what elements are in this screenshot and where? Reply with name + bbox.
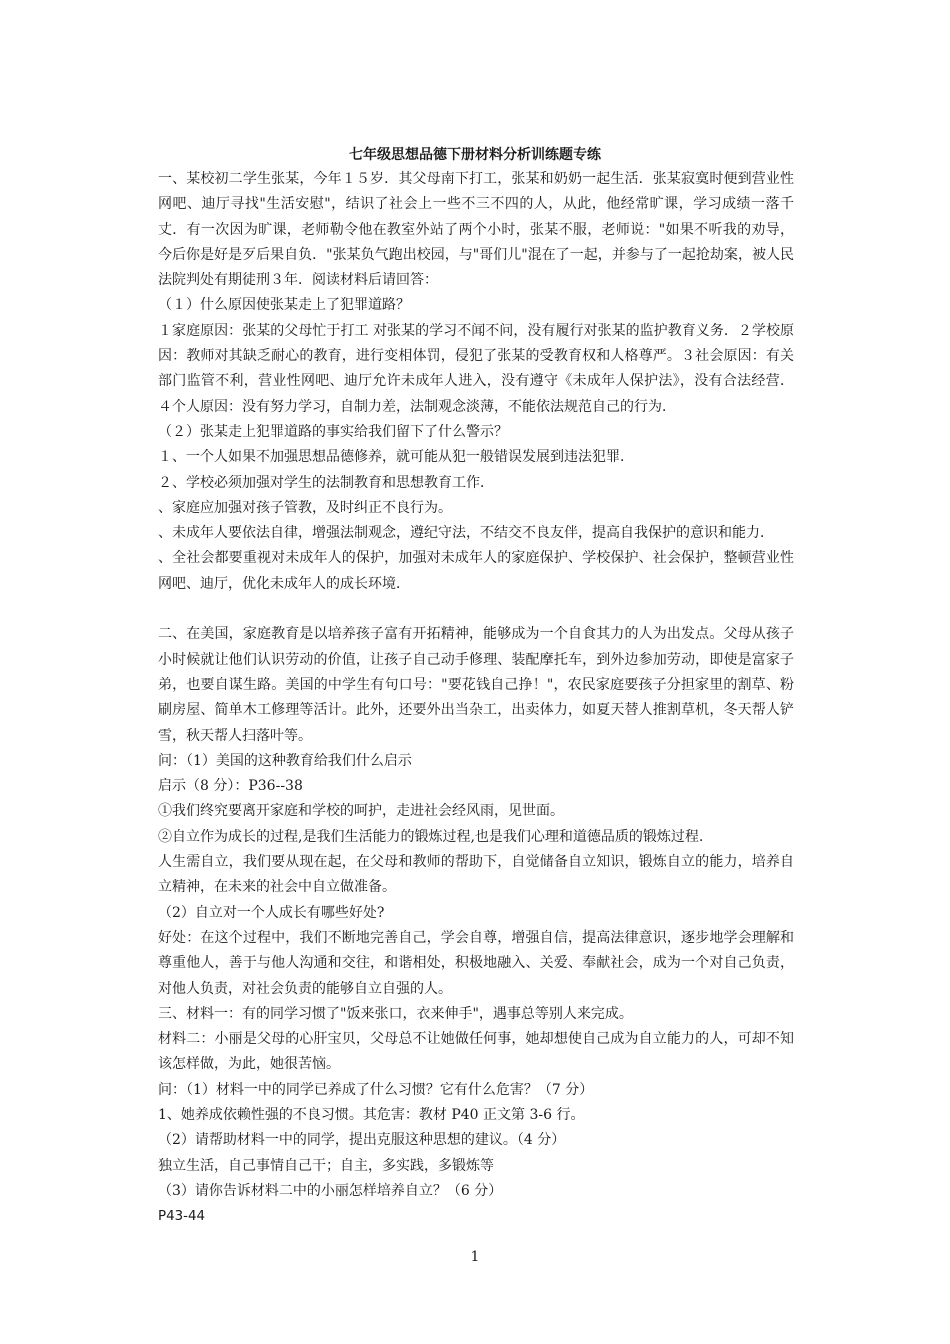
section1-answer-2-item-2: ２、学校必须加强对学生的法制教育和思想教育工作． [158,474,494,491]
section3-question-3: （3）请你告诉材料二中的小丽怎样培养自立？（6 分） [158,1182,503,1199]
section1-material: 一、某校初二学生张某，今年１５岁．其父母南下打工，张某和奶奶一起生活．张某寂寞时便到营业性网吧、迪厅寻找"生活安慰"，结识了社会上一些不三不四的人，从此，他经常旷课，学习成绩一落千丈．有一次因为旷课，老师勒令他在教室外站了两个小时，张某不服，老师说："如果不听我的劝导，今后你是好是歹后果自负．"张某负气跑出校园，与"哥们儿"混在了一起，并参与了一起抢劫案，被人民法院判处有期徒刑３年．阅读材料后请回答： [158,171,794,289]
document-title: 七年级思想品德下册材料分析训练题专练 [349,147,601,163]
section3-answer-1: 1、她养成依赖性强的不良习惯。其危害：教材 P40 正文第 3-6 行。 [158,1106,585,1123]
page-number: 1 [470,1249,480,1265]
section2-question-1: 问：（1）美国的这种教育给我们什么启示 [158,752,412,769]
section3-material-1: 三、材料一：有的同学习惯了"饭来张口，衣来伸手"，遇事总等别人来完成。 [158,1005,633,1022]
section3-material-2: 材料二：小丽是父母的心肝宝贝，父母总不让她做任何事，她却想使自己成为自立能力的人，可却不知该怎样做，为此，她很苦恼。 [158,1031,794,1073]
section1-answer-2-item-4: 、未成年人要依法自律，增强法制观念，遵纪守法，不结交不良友伴，提高自我保护的意识和能力． [158,525,774,542]
section2-material: 二、在美国，家庭教育是以培养孩子富有开拓精神，能够成为一个自食其力的人为出发点。父母从孩子小时候就让他们认识劳动的价值，让孩子自己动手修理、装配摩托车，到外边参加劳动，即使是富家子弟，也要自谋生路。美国的中学生有句口号："要花钱自己挣！"，农民家庭要孩子分担家里的割草、粉刷房屋、简单木工修理等活计。此外，还要外出当杂工，出卖体力，如夏天替人推割草机，冬天帮人铲雪，秋天帮人扫落叶等。 [158,626,794,744]
document-body [158,167,794,1229]
section2-answer-1-item-2: ②自立作为成长的过程,是我们生活能力的锻炼过程,也是我们心理和道德品质的锻炼过程. [158,828,704,845]
section1-answer-2-item-5: 、全社会都要重视对未成年人的保护，加强对未成年人的家庭保护、学校保护、社会保护，整顿营业性网吧、迪厅，优化未成年人的成长环境． [158,550,794,592]
section1-question-2: （２）张某走上犯罪道路的事实给我们留下了什么警示？ [158,423,508,440]
section1-answer-1: １家庭原因：张某的父母忙于打工 对张某的学习不闻不问，没有履行对张某的监护教育义务．２学校原因：教师对其缺乏耐心的教育，进行变相体罚，侵犯了张某的受教育权和人格尊严。３社会原因：有关部门监管不利，营业性网吧、迪厅允许未成年人进入，没有遵守《未成年人保护法》，没有合法经营．４个人原因：没有努力学习，自制力差，法制观念淡薄，不能依法规范自己的行为． [158,322,794,415]
section2-answer-2: 好处：在这个过程中，我们不断地完善自己，学会自尊，增强自信，提高法律意识，逐步地学会理解和尊重他人，善于与他人沟通和交往，和谐相处，积极地融入、关爱、奉献社会，成为一个对自己负责，对他人负责，对社会负责的能够自立自强的人。 [158,929,794,997]
section2-answer-1-heading: 启示（8 分）：P36--38 [158,778,303,795]
section-spacer [158,597,794,622]
section1-answer-2-item-1: １、一个人如果不加强思想品德修养，就可能从犯一般错误发展到违法犯罪． [158,449,634,466]
section1-answer-2-item-3: 、家庭应加强对孩子管教，及时纠正不良行为。 [158,499,452,516]
section2-answer-1-item-1: ①我们终究要离开家庭和学校的呵护，走进社会经风雨，见世面。 [158,803,564,820]
section3-question-2: （2）请帮助材料一中的同学，提出克服这种思想的建议。（4 分） [158,1132,566,1149]
section2-answer-1-item-3: 人生需自立，我们要从现在起，在父母和教师的帮助下，自觉储备自立知识，锻炼自立的能力，培养自立精神，在未来的社会中自立做准备。 [158,854,794,896]
section3-answer-2: 独立生活，自己事情自己干；自主，多实践，多锻炼等 [158,1157,494,1174]
section3-question-1: 问：（1）材料一中的同学已养成了什么习惯？它有什么危害？（7 分） [158,1081,594,1098]
section2-question-2: （2）自立对一个人成长有哪些好处? [158,904,385,921]
section1-question-1: （１）什么原因使张某走上了犯罪道路？ [158,297,410,314]
section3-answer-3: P43-44 [158,1209,205,1225]
